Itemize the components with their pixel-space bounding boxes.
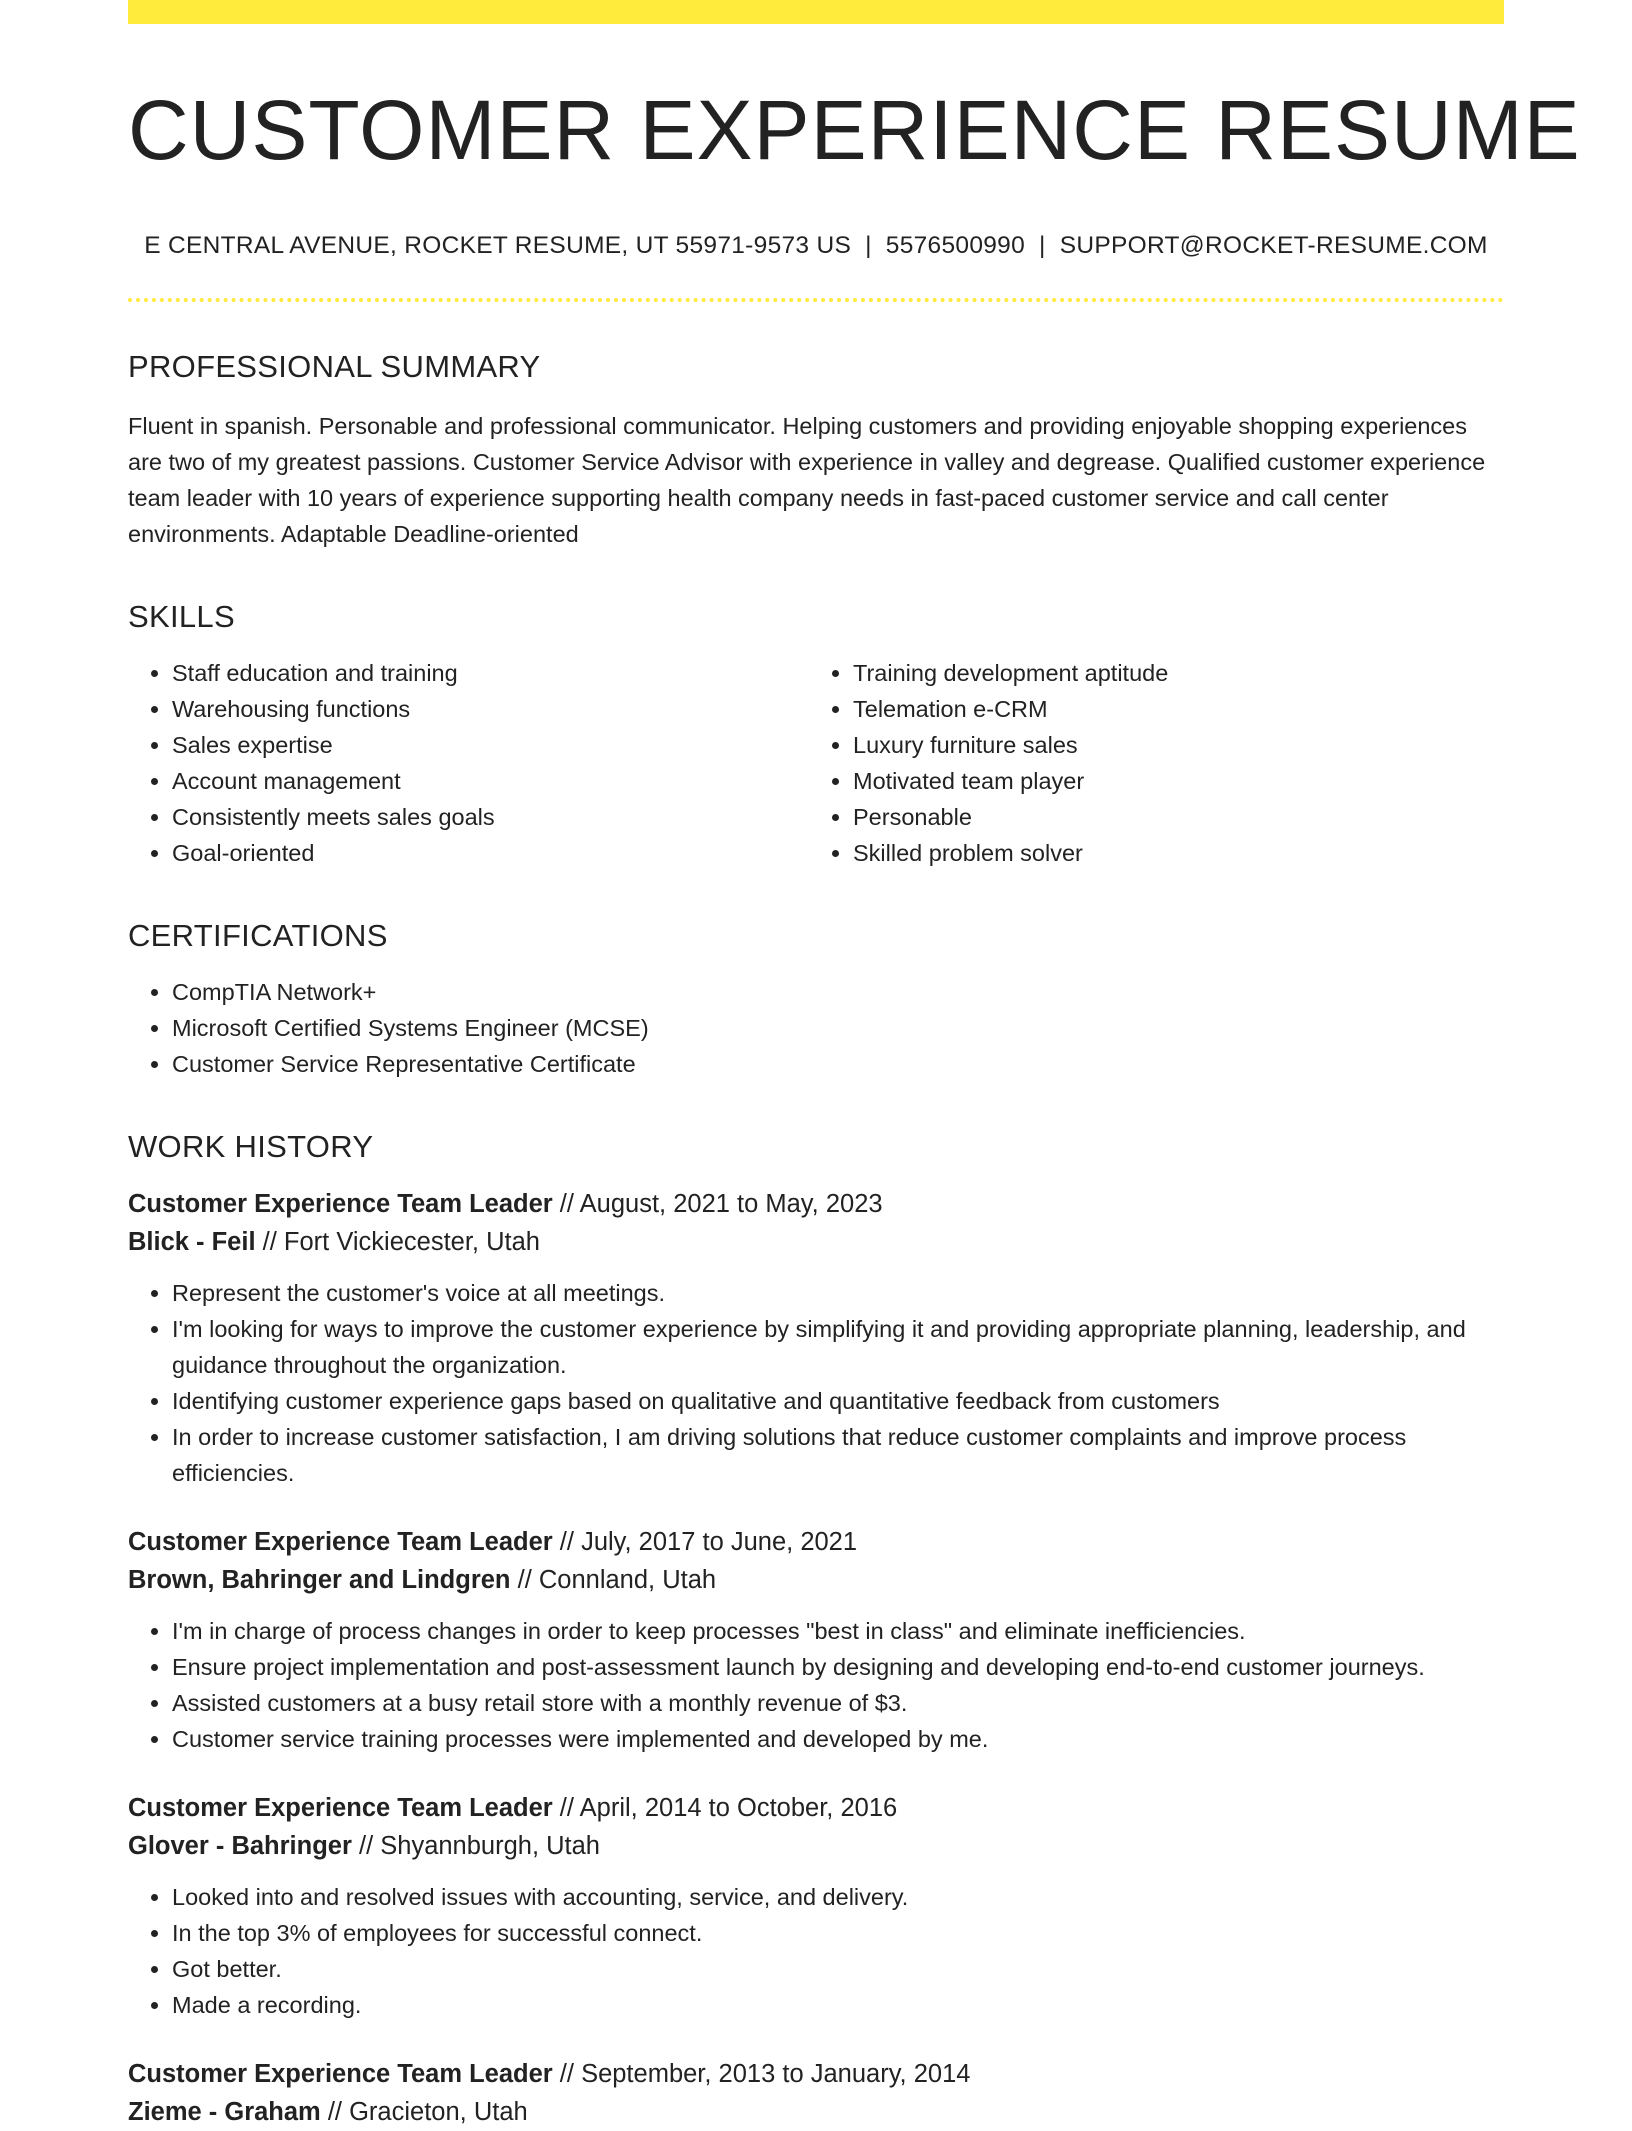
job-dates: September, 2013 to January, 2014 [581,2060,971,2089]
summary-text: Fluent in spanish. Personable and professional communicator. Helping customers and providing enjoyable shopping experiences are two of my greatest passions. Customer Service Advisor with experience in valley and degrease. Qualified customer experience team leader with 10 years of experience supporting health company needs in fast-paced customer service and call center environments. Adaptable Deadline-oriented [128,412,1486,547]
job-location: Connland, Utah [538,1566,717,1595]
skill-item: • Skilled problem solver [853,835,1504,871]
job-divider: // [559,1794,574,1823]
job-bullets [128,1879,1504,2023]
work-history-section [128,1128,1504,2131]
top-accent-bar [128,0,1504,24]
certification-item: • CompTIA Network+ [172,974,1504,1010]
job-title: Customer Experience Team Leader [128,1528,553,1557]
job-company-line [128,1827,1504,1865]
job-location: Gracieton, Utah [349,2098,528,2127]
job-company-line [128,1223,1504,1261]
job-divider: // [559,1528,574,1557]
job-title-line [128,2055,1504,2093]
job-divider: // [358,1832,374,1861]
certifications-section [128,917,1504,1082]
job-bullet: • I'm in charge of process changes in order to keep processes "best in class" and eliminate inefficiencies. [172,1613,1504,1649]
skill-item: • Staff education and training [172,655,823,691]
skill-item: • Telemation e-CRM [853,691,1504,727]
job-dates: August, 2021 to May, 2023 [579,1190,883,1219]
job-divider: // [559,1190,574,1219]
skill-item: • Personable [853,799,1504,835]
job-bullet: • Represent the customer's voice at all meetings. [172,1275,1504,1311]
job-bullet: • Assisted customers at a busy retail store with a monthly revenue of $3. [172,1685,1504,1721]
job-bullet: • Ensure project implementation and post-assessment launch by designing and developing end-to-end customer journeys. [172,1649,1504,1685]
job-divider: // [559,2060,574,2089]
job-company: Zieme - Graham [128,2098,321,2127]
resume-title: CUSTOMER EXPERIENCE RESUME [128,83,1581,177]
skill-item: • Warehousing functions [172,691,823,727]
job-company-line [128,2093,1504,2131]
contact-email[interactable]: SUPPORT@ROCKET-RESUME.COM [1059,232,1488,260]
contact-separator: | [865,232,872,260]
summary-section [128,348,1504,551]
contact-line [128,232,1504,260]
job-dates: July, 2017 to June, 2021 [581,1528,858,1557]
job-bullet: • In the top 3% of employees for successful connect. [172,1915,1504,1951]
skills-heading: SKILLS [128,598,235,634]
job-bullet: • Looked into and resolved issues with accounting, service, and delivery. [172,1879,1504,1915]
skills-list-left [128,655,823,871]
certifications-heading: CERTIFICATIONS [128,917,388,953]
job-entry [128,2055,1504,2131]
contact-phone: 5576500990 [885,232,1026,260]
job-divider: // [262,1228,277,1257]
job-entry [128,1523,1504,1757]
job-title-line [128,1789,1504,1827]
certifications-list [128,974,1504,1082]
job-bullet: • I'm looking for ways to improve the customer experience by simplifying it and providing appropriate planning, leadership, and guidance throughout the organization. [172,1311,1504,1383]
job-bullet: • Customer service training processes were implemented and developed by me. [172,1721,1504,1757]
job-title: Customer Experience Team Leader [128,1794,553,1823]
job-title: Customer Experience Team Leader [128,2060,553,2089]
skills-section [128,598,1504,871]
header-divider [128,298,1504,302]
skill-item: • Consistently meets sales goals [172,799,823,835]
work-history-heading: WORK HISTORY [128,1128,374,1164]
job-divider: // [327,2098,342,2127]
job-company-line [128,1561,1504,1599]
job-bullet: • Identifying customer experience gaps based on qualitative and quantitative feedback from customers [172,1383,1504,1419]
skill-item: • Training development aptitude [853,655,1504,691]
job-location: Shyannburgh, Utah [380,1832,600,1861]
contact-address: E CENTRAL AVENUE, ROCKET RESUME, UT 55971-9573 US [144,232,852,260]
job-bullets [128,1613,1504,1757]
job-title-line [128,1523,1504,1561]
job-title: Customer Experience Team Leader [128,1190,553,1219]
job-divider: // [517,1566,532,1595]
contact-separator: | [1039,232,1046,260]
job-company: Brown, Bahringer and Lindgren [128,1566,511,1595]
skills-list-right [823,655,1504,871]
job-dates: April, 2014 to October, 2016 [579,1794,898,1823]
job-bullet: • Got better. [172,1951,1504,1987]
skill-item: • Account management [172,763,823,799]
job-bullet: • In order to increase customer satisfaction, I am driving solutions that reduce customer complaints and improve process efficiencies. [172,1419,1504,1491]
job-bullets [128,1275,1504,1491]
skills-grid [128,635,1504,871]
resume-page [128,0,1581,2131]
skill-item: • Luxury furniture sales [853,727,1504,763]
job-entry [128,1789,1504,2023]
skill-item: • Sales expertise [172,727,823,763]
certification-item: • Microsoft Certified Systems Engineer (MCSE) [172,1010,1504,1046]
job-company: Blick - Feil [128,1228,256,1257]
job-bullet: • Made a recording. [172,1987,1504,2023]
job-location: Fort Vickiecester, Utah [283,1228,540,1257]
job-company: Glover - Bahringer [128,1832,352,1861]
skill-item: • Motivated team player [853,763,1504,799]
certification-item: • Customer Service Representative Certificate [172,1046,1504,1082]
job-title-line [128,1185,1504,1223]
skill-item: • Goal-oriented [172,835,823,871]
job-entry [128,1185,1504,1491]
summary-heading: PROFESSIONAL SUMMARY [128,349,541,385]
